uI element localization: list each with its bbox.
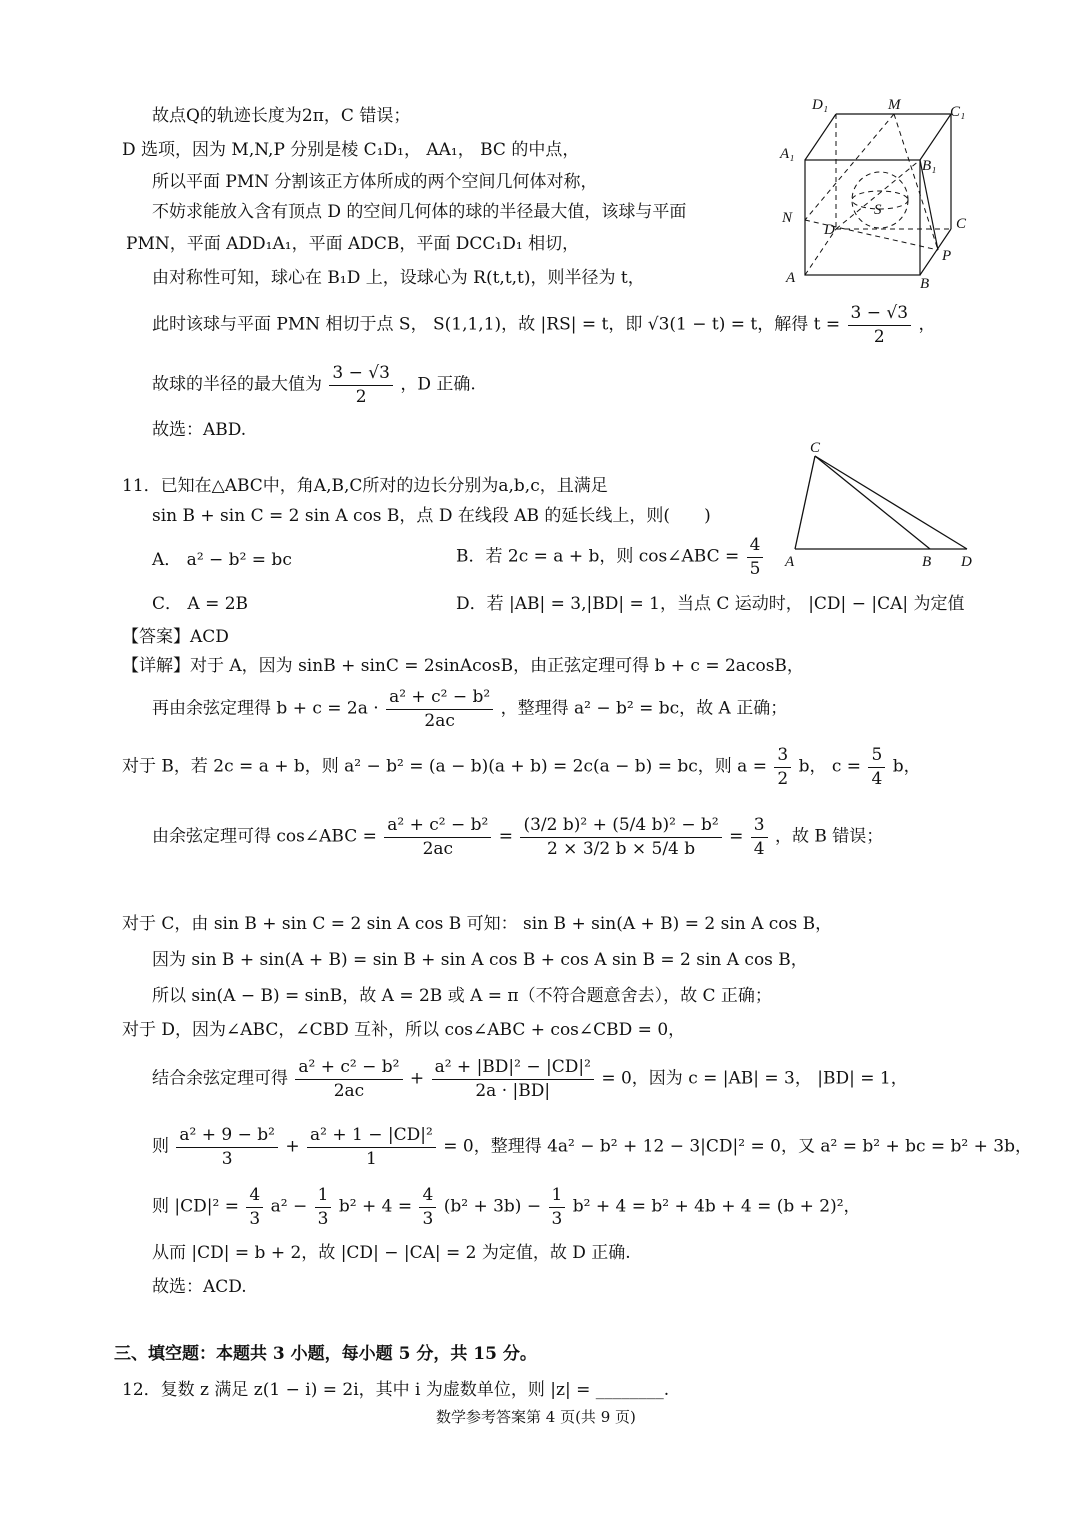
- tri-label-C: C: [810, 440, 821, 456]
- label-C1: C₁: [950, 104, 966, 120]
- q11-detail-line-12: 从而 |CD| = b + 2，故 |CD| − |CA| = 2 为定值，故 D 正确.: [152, 1243, 631, 1263]
- side-CB: [815, 456, 930, 549]
- q11-detail-line-13: 故选：ACD.: [152, 1277, 247, 1297]
- fraction: $\frac{3}{4}$: [751, 816, 768, 858]
- fraction: $\frac{\text{a² + 1 − |CD|²}}{1}$: [307, 1126, 436, 1168]
- q11-option-d: D．若 |AB| = 3,|BD| = 1，当点 C 运动时， |CD| − |CA| 为定值: [456, 594, 965, 614]
- label-M: M: [888, 97, 901, 113]
- q10-line-5: PMN，平面 ADD₁A₁，平面 ADCB，平面 DCC₁D₁ 相切，: [126, 234, 580, 254]
- label-B: B: [920, 276, 930, 292]
- tri-label-A: A: [785, 554, 795, 570]
- q11-detail-line-10: 则 $\frac{\text{a² + 9 − b²}}{3}$ + $\frac{\text{a² + 1 − |CD|²}}{1}$ = 0，整理得 4a² − b² + 12 − 3|CD|² = 0，又 a² = b² + bc = b² + 3b，: [152, 1125, 1033, 1169]
- q11-answer: 【答案】ACD: [122, 627, 229, 647]
- fraction: $\frac{3}{2}$: [774, 746, 791, 788]
- q11-detail-line-7: 所以 sin(A − B) = sinB，故 A = 2B 或 A = π（不符合题意舍去），故 C 正确；: [152, 986, 772, 1006]
- fraction: $\frac{4}{3}$: [419, 1186, 436, 1228]
- q11-stem-line-2: sin B + sin C = 2 sin A cos B，点 D 在线段 AB 的延长线上，则( ): [152, 506, 711, 526]
- q10-line-4: 不妨求能放入含有顶点 D 的空间几何体的球的半径最大值，该球与平面: [152, 202, 687, 222]
- q11-detail-line-11: 则 |CD|² = $\frac{4}{3}$ a² − $\frac{1}{3}$ b² + 4 = $\frac{4}{3}$ (b² + 3b) − $\frac{1}{3}$ b² + 4 = b² + 4b + 4 = (b + 2)²，: [152, 1185, 861, 1229]
- q11-detail-line-9: 结合余弦定理可得 $\frac{\text{a² + c² − b²}}{2ac}$ + $\frac{\text{a² + |BD|² − |CD|²}}{2a \cdot |BD|}$ = 0，因为 c = |AB| = 3， |BD| = 1，: [152, 1057, 908, 1101]
- q11-detail-line-4: 由余弦定理可得 cos∠ABC = $\frac{\text{a² + c² − b²}}{2ac}$ = $\frac{\text{(3/2 b)² + (5/4 b)² − b²}}{2 \times 3/2 b \times 5/4 b}$ = $\frac{3}{4}$ ，故 B 错误；: [152, 815, 884, 859]
- q11-stem-line-1: 11．已知在△ABC中，角A,B,C所对的边长分别为a,b,c，且满足: [122, 476, 608, 496]
- fraction: $\frac{\text{a² + |BD|² − |CD|²}}{2a \cdot |BD|}$: [432, 1058, 594, 1100]
- fraction: $\frac{1}{3}$: [315, 1186, 332, 1228]
- fraction: $\frac{1}{3}$: [549, 1186, 566, 1228]
- tri-label-B: B: [922, 554, 932, 570]
- q10-line-1: 故点Q的轨迹长度为2π，C 错误；: [152, 106, 411, 126]
- fraction: $\frac{\text{a² + 9 − b²}}{3}$: [176, 1126, 278, 1168]
- label-D1: D₁: [812, 97, 829, 113]
- q11-detail-line-6: 因为 sin B + sin(A + B) = sin B + sin A cos B + cos A sin B = 2 sin A cos B，: [152, 950, 808, 970]
- side-CA: [795, 456, 815, 549]
- side-CD: [815, 456, 967, 549]
- label-A: A: [786, 270, 796, 286]
- section-3-title: 三、填空题：本题共 3 小题，每小题 5 分，共 15 分。: [114, 1344, 537, 1364]
- cube-front-face: [805, 160, 920, 275]
- fraction: $\frac{\text{(3/2 b)² + (5/4 b)² − b²}}{2 \times 3/2 b \times 5/4 b}$: [520, 816, 721, 858]
- page-footer: 数学参考答案第 4 页(共 9 页): [436, 1408, 636, 1426]
- tri-label-D: D: [961, 554, 972, 570]
- label-P: P: [942, 248, 952, 264]
- fraction: $\frac{3 - √3}{2}$: [329, 364, 393, 406]
- fraction: $\frac{\text{a² + c² − b²}}{2ac}$: [386, 688, 493, 730]
- label-A1: A₁: [780, 146, 795, 162]
- q10-line-7: 此时该球与平面 PMN 相切于点 S， S(1,1,1)，故 |RS| = t，即 √3(1 − t) = t，解得 t = $\frac{3 - √3}{2}$ ，: [152, 303, 936, 347]
- fraction: $\frac{\text{a² + c² − b²}}{2ac}$: [295, 1058, 402, 1100]
- label-B1: B₁: [922, 158, 937, 174]
- fraction: $\frac{3 - √3}{2}$: [848, 304, 912, 346]
- q11-option-a: A． a² − b² = bc: [152, 550, 292, 570]
- label-N: N: [782, 210, 793, 226]
- fraction: $\frac{4}{5}$: [747, 536, 764, 578]
- fraction: $\frac{5}{4}$: [868, 746, 885, 788]
- label-S: S: [874, 202, 882, 218]
- q10-line-3: 所以平面 PMN 分割该正方体所成的两个空间几何体对称，: [152, 172, 598, 192]
- cube-figure: [770, 92, 980, 297]
- label-D: D: [824, 222, 835, 238]
- q10-line-8: 故球的半径的最大值为 $\frac{3 - √3}{2}$ ，D 正确.: [152, 363, 476, 407]
- q11-option-b: B．若 2c = a + b，则 cos∠ABC = $\frac{4}{5}$: [456, 536, 765, 578]
- q10-line-9: 故选：ABD.: [152, 420, 247, 440]
- q12-stem: 12．复数 z 满足 z(1 − i) = 2i，其中 i 为虚数单位，则 |z| = ________.: [122, 1380, 670, 1400]
- q11-detail-line-8: 对于 D，因为∠ABC，∠CBD 互补，所以 cos∠ABC + cos∠CBD = 0，: [122, 1020, 686, 1040]
- fraction: $\frac{4}{3}$: [246, 1186, 263, 1228]
- fraction: $\frac{\text{a² + c² − b²}}{2ac}$: [384, 816, 491, 858]
- label-C: C: [956, 216, 967, 232]
- q11-option-c: C． A = 2B: [152, 594, 249, 614]
- q10-line-2: D 选项，因为 M,N,P 分别是棱 C₁D₁， AA₁， BC 的中点，: [122, 140, 580, 160]
- q11-detail-line-2: 再由余弦定理得 b + c = 2a · $\frac{\text{a² + c² − b²}}{2ac}$ ，整理得 a² − b² = bc，故 A 正确；: [152, 687, 788, 731]
- q10-line-6: 由对称性可知，球心在 B₁D 上，设球心为 R(t,t,t)，则半径为 t，: [152, 268, 645, 288]
- q11-detail-line-3: 对于 B，若 2c = a + b，则 a² − b² = (a − b)(a + b) = 2c(a − b) = bc，则 a = $\frac{3}{2}$ b， c = $\frac{5}{4}$ b，: [122, 745, 921, 789]
- q11-detail-line-1: 【详解】对于 A，因为 sinB + sinC = 2sinAcosB，由正弦定理可得 b + c = 2acosB，: [122, 656, 804, 676]
- triangle-figure: [775, 436, 985, 574]
- q11-detail-line-5: 对于 C，由 sin B + sin C = 2 sin A cos B 可知： sin B + sin(A + B) = 2 sin A cos B，: [122, 914, 833, 934]
